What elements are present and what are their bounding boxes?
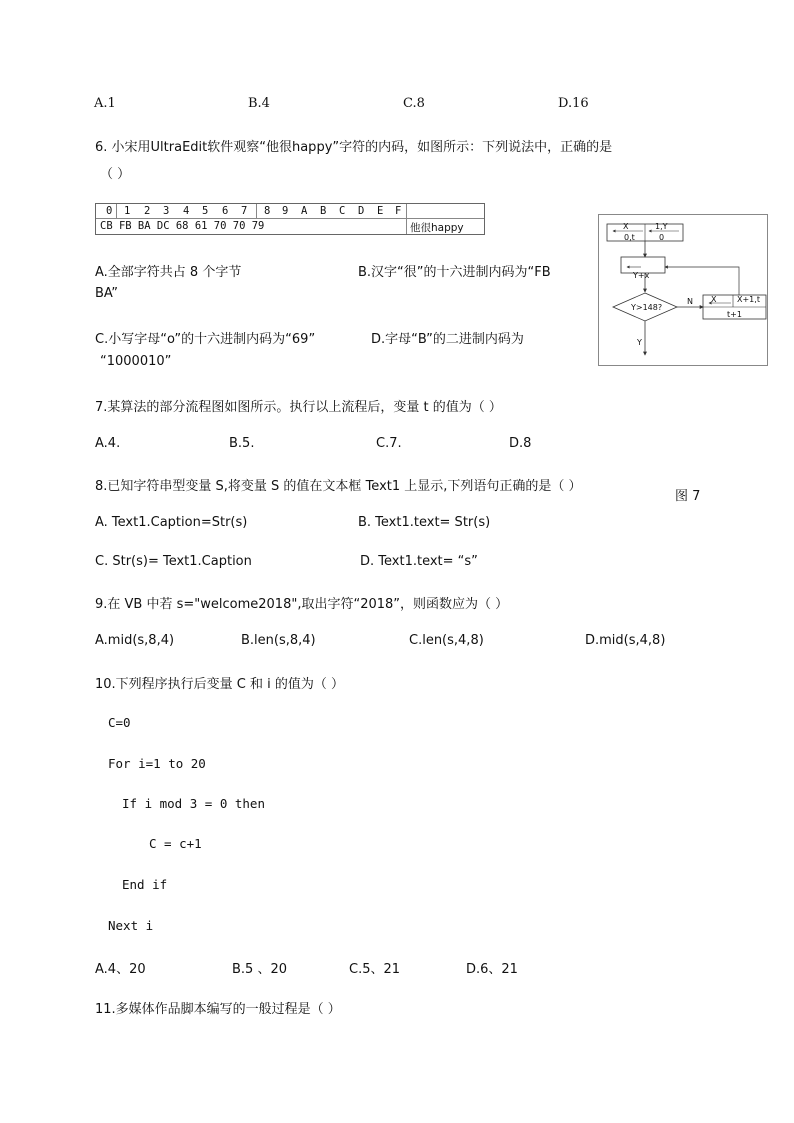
q9-option-a: A.mid(s,8,4) [95,633,175,648]
hex-col-0: 0 [106,205,113,217]
init-x-label: X [623,222,629,231]
hex-col-9: 9 [282,205,289,217]
q10-option-a: A.4、20 [95,962,146,977]
code-line-4: C = c+1 [149,836,202,851]
no-label: N [687,297,693,306]
update-x-label: X [711,295,717,304]
code-line-5: End if [122,877,168,892]
q7-stem: 7.某算法的部分流程图如图所示。执行以上流程后，变量 t 的值为（ ） [95,400,502,415]
q10-option-b: B.5 、20 [232,962,287,977]
hex-col-8: 8 [264,205,271,217]
hex-col-b: B [320,205,327,217]
hex-divider [256,204,257,218]
code-line-6: Next i [108,918,154,933]
q9-option-b: B.len(s,8,4) [241,633,316,648]
hex-col-1: 1 [124,205,131,217]
q10-stem: 10.下列程序执行后变量 C 和 i 的值为（ ） [95,677,345,692]
hex-col-c: C [339,205,346,217]
hex-data-row [96,219,484,234]
update-x1-label: X+1,t [737,295,760,304]
hex-col-a: A [301,205,308,217]
q7-option-b: B.5. [229,436,255,451]
q5-option-d: D.16 [558,96,589,111]
q10-option-c: C.5、21 [349,962,401,977]
update-t-label: t+1 [727,310,742,319]
hex-col-7: 7 [241,205,248,217]
q6-option-d-cont: “1000010” [100,354,172,369]
q8-option-b: B. Text1.text= Str(s) [358,515,491,530]
hex-col-5: 5 [202,205,209,217]
q7-option-a: A.4. [95,436,121,451]
init-y-label: 1,Y [655,222,668,231]
init-t-label: 0,t [624,233,635,242]
q11-stem: 11.多媒体作品脚本编写的一般过程是（ ） [95,1002,341,1017]
code-line-2: For i=1 to 20 [108,756,206,771]
q5-option-c: C.8 [403,96,425,111]
decision-label: Y>148? [631,303,663,312]
q9-stem: 9.在 VB 中若 s="welcome2018",取出字符“2018”，则函数应为（ ） [95,597,509,612]
hex-bytes: CB FB BA DC 68 61 70 70 79 [100,220,265,232]
init-zero-label: 0 [659,233,665,242]
q10-option-d: D.6、21 [466,962,518,977]
q7-option-c: C.7. [376,436,402,451]
q5-option-b: B.4 [248,96,270,111]
hex-col-e: E [377,205,384,217]
figure-caption: 图 7 [675,489,701,504]
accumulate-label: Y+x [633,271,650,280]
q6-paren: （ ） [100,167,131,182]
hex-col-2: 2 [144,205,151,217]
q9-option-d: D.mid(s,4,8) [585,633,666,648]
q5-option-a: A.1 [94,96,116,111]
q8-stem: 8.已知字符串型变量 S,将变量 S 的值在文本框 Text1 上显示,下列语句正确的是（ ） [95,479,582,494]
q9-option-c: C.len(s,4,8) [409,633,484,648]
flowchart-figure [598,214,768,366]
hex-col-4: 4 [183,205,190,217]
yes-label: Y [637,338,642,347]
hex-divider [116,204,117,218]
hex-col-d: D [358,205,365,217]
q6-option-a: A.全部字符共占 8 个字节 [95,265,242,280]
hex-col-f: F [395,205,402,217]
hex-text-preview: 他很happy [410,222,464,234]
q8-option-c: C. Str(s)= Text1.Caption [95,554,252,569]
q6-option-b-cont: BA” [95,286,118,301]
q6-option-d: D.字母“B”的二进制内码为 [371,332,524,347]
code-line-1: C=0 [108,715,131,730]
hex-header-row [96,204,484,219]
hex-dump-table [95,203,485,235]
q8-option-d: D. Text1.text= “s” [360,554,478,569]
q7-option-d: D.8 [509,436,532,451]
flowchart-svg [599,215,769,367]
q6-option-b: B.汉字“很”的十六进制内码为“FB [358,265,551,280]
code-line-3: If i mod 3 = 0 then [122,796,265,811]
q8-option-a: A. Text1.Caption=Str(s) [95,515,248,530]
q6-option-c: C.小写字母“o”的十六进制内码为“69” [95,332,316,347]
hex-col-3: 3 [163,205,170,217]
q6-stem: 6. 小宋用UltraEdit软件观察“他很happy”字符的内码，如图所示：下列说法中，正确的是 [95,140,613,155]
hex-col-6: 6 [222,205,229,217]
